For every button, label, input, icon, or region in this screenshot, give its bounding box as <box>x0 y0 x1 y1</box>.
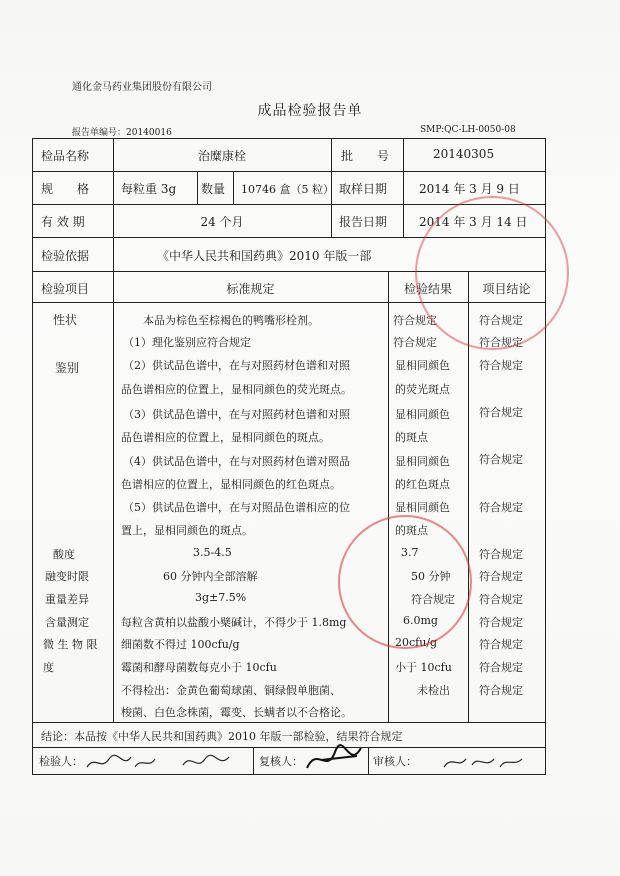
approver-signature <box>438 749 528 775</box>
table-cell: 本品为棕色至棕褐色的鸭嘴形栓剂。 <box>143 314 319 327</box>
table-cell: 20cfu/g <box>395 636 438 649</box>
batch-number: 20140305 <box>433 147 495 161</box>
smp-code: SMP:QC-LH-0050-08 <box>420 125 516 135</box>
table-cell: 细菌数不得过 100cfu/g <box>121 638 240 651</box>
table-cell: （2）供试品色谱中，在与对照药材色谱和对照 <box>123 359 350 372</box>
table-cell: 度 <box>43 661 54 674</box>
qty-value: 10746 盒（5 粒） <box>241 183 334 196</box>
table-cell: 60 分钟内全部溶解 <box>163 570 258 583</box>
report-date: 2014 年 3 月 14 日 <box>419 215 528 229</box>
table-cell: （1）理化鉴别应符合规定 <box>123 336 251 349</box>
basis-label: 检验依据 <box>41 249 90 263</box>
table-cell: 重量差异 <box>45 593 89 606</box>
table-cell: 每粒含黄柏以盐酸小檗碱计，不得少于 1.8mg <box>121 616 347 629</box>
table-cell: 显相同颜色 <box>395 455 450 468</box>
qty-label: 数量 <box>201 182 226 196</box>
table-cell: 融变时限 <box>45 570 89 583</box>
inspector-signatures <box>83 749 243 775</box>
sample-date-label: 取样日期 <box>339 182 388 196</box>
table-cell: 6.0mg <box>403 614 438 627</box>
table-cell: 鉴别 <box>55 361 80 375</box>
table-cell: （5）供试品色谱中，在与对照品色谱相应的位 <box>123 501 350 514</box>
table-cell: 色谱相应的位置上，显相同颜色的红色斑点。 <box>121 478 341 491</box>
table-cell: （3）供试品色谱中，在与对照药材色谱和对照 <box>123 408 350 421</box>
table-cell: 的红色斑点 <box>395 478 450 491</box>
col-item-header: 检验项目 <box>41 282 90 296</box>
product-label: 检品名称 <box>41 149 90 163</box>
table-cell: 显相同颜色 <box>395 408 450 421</box>
table-cell: 酸度 <box>53 548 75 561</box>
approver-label: 审核人： <box>373 755 417 768</box>
table-cell: 霉菌和酵母菌数每克小于 10cfu <box>121 661 277 674</box>
validity-value: 24 个月 <box>200 215 244 229</box>
sample-date: 2014 年 3 月 9 日 <box>419 182 520 196</box>
spec-label: 规 格 <box>41 182 90 196</box>
table-cell: 3.5-4.5 <box>193 546 232 559</box>
table-cell: 符合规定 <box>479 638 523 651</box>
table-cell: 符合规定 <box>479 616 523 629</box>
reviewer-signature <box>301 742 371 776</box>
report-date-label: 报告日期 <box>339 215 388 229</box>
table-cell: 符合规定 <box>479 336 523 349</box>
table-cell: 3g±7.5% <box>195 591 247 604</box>
table-cell: 的斑点 <box>395 431 428 444</box>
table-cell: 未检出 <box>417 684 450 697</box>
table-cell: 品色谱相应的位置上，显相同颜色的斑点。 <box>121 431 330 444</box>
table-cell: 符合规定 <box>393 314 437 327</box>
col-conclusion-header: 项目结论 <box>482 282 531 296</box>
spec-value: 每粒重 3g <box>121 182 177 196</box>
table-cell: 符合规定 <box>479 570 523 583</box>
table-cell: 小于 10cfu <box>395 661 452 674</box>
table-cell: （4）供试品色谱中，在与对照药材色谱对照品 <box>123 455 350 468</box>
table-cell: 50 分钟 <box>411 570 451 583</box>
table-cell: 符合规定 <box>479 661 523 674</box>
inspector-label: 检验人： <box>39 755 83 768</box>
report-number: 报告单编号：20140016 <box>72 128 172 138</box>
batch-label: 批 号 <box>341 149 390 163</box>
company-name: 通化金马药业集团股份有限公司 <box>72 82 212 93</box>
table-cell: 符合规定 <box>393 336 437 349</box>
table-cell: 符合规定 <box>479 548 523 561</box>
table-cell: 符合规定 <box>479 684 523 697</box>
report-title: 成品检验报告单 <box>257 103 363 119</box>
col-result-header: 检验结果 <box>403 282 452 296</box>
table-cell: 置上，显相同颜色的斑点。 <box>121 524 253 537</box>
product-name: 治糜康栓 <box>197 149 246 163</box>
table-cell: 符合规定 <box>479 359 523 372</box>
reviewer-label: 复核人： <box>259 755 303 768</box>
table-cell: 符合规定 <box>479 593 523 606</box>
table-cell: 显相同颜色 <box>395 359 450 372</box>
table-cell: 微 生 物 限 <box>43 638 98 651</box>
table-cell: 符合规定 <box>411 593 455 606</box>
table-cell: 符合规定 <box>479 453 523 466</box>
table-cell: 符合规定 <box>479 314 523 327</box>
table-cell: 不得检出：金黄色葡萄球菌、铜绿假单胞菌、 <box>121 684 341 697</box>
table-cell: 符合规定 <box>479 501 523 514</box>
table-cell: 3.7 <box>401 546 419 559</box>
table-cell: 显相同颜色 <box>395 501 450 514</box>
table-cell: 含量测定 <box>45 616 89 629</box>
table-cell: 梭菌、白色念株菌，霉变、长螨者以不合格论。 <box>121 706 352 719</box>
company-seal-stamp <box>338 515 472 649</box>
table-cell: 品色谱相应的位置上，显相同颜色的荧光斑点。 <box>121 383 352 396</box>
table-cell: 符合规定 <box>479 406 523 419</box>
qc-seal-stamp <box>415 196 569 350</box>
basis-value: 《中华人民共和国药典》2010 年版一部 <box>157 249 372 263</box>
col-standard-header: 标准规定 <box>226 282 275 296</box>
table-cell: 性状 <box>53 313 78 327</box>
table-cell: 的斑点 <box>395 524 428 537</box>
conclusion-text: 结论：本品按《中华人民共和国药典》2010 年版一部检验，结果符合规定 <box>41 730 403 743</box>
validity-label: 有 效 期 <box>41 215 85 229</box>
table-cell: 的荧光斑点 <box>395 383 450 396</box>
